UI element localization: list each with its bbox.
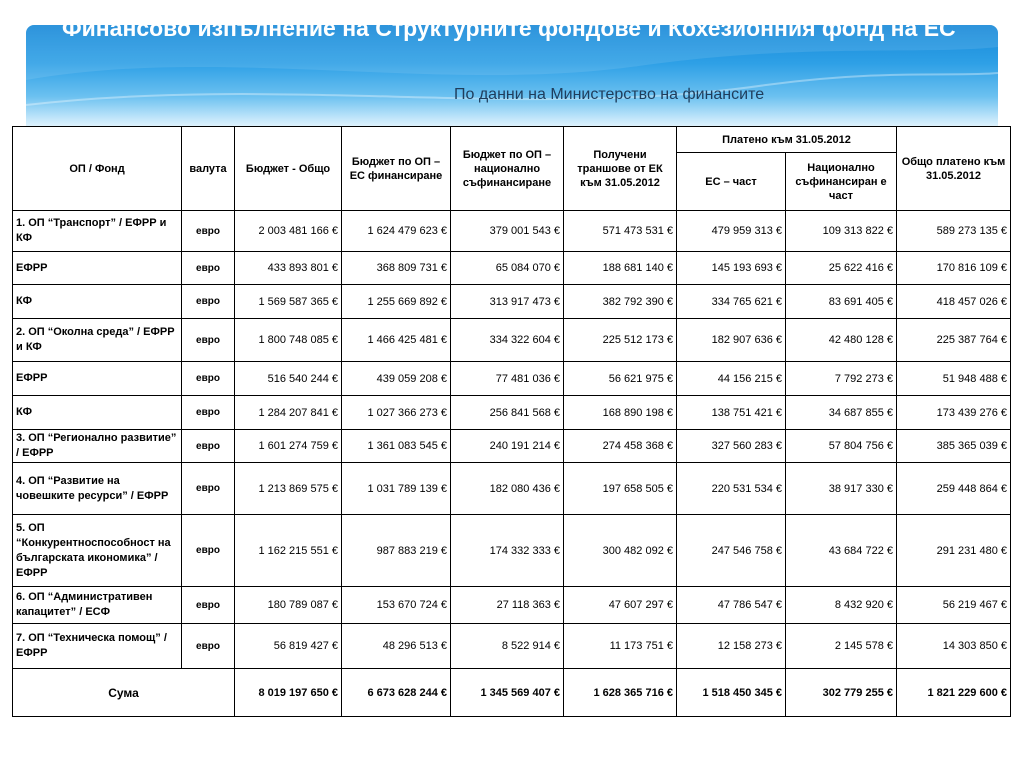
currency-cell: евро [182,362,235,396]
page-title: Финансово изпълнение на Структурните фондове и Кохезионния фонд на ЕС [62,15,956,41]
value-cell: 182 907 636 € [677,319,786,362]
total-value-cell: 1 821 229 600 € [897,669,1011,717]
value-cell: 48 296 513 € [342,624,451,669]
value-cell: 571 473 531 € [564,211,677,252]
value-cell: 44 156 215 € [677,362,786,396]
value-cell: 1 361 083 545 € [342,430,451,463]
value-cell: 516 540 244 € [235,362,342,396]
financial-table [12,126,1011,717]
fund-name-cell: ЕФРР [13,362,182,396]
value-cell: 247 546 758 € [677,515,786,587]
value-cell: 47 607 297 € [564,587,677,624]
page-subtitle: По данни на Министерство на финансите [454,86,765,103]
value-cell: 1 466 425 481 € [342,319,451,362]
total-row [13,669,1011,717]
value-cell: 27 118 363 € [451,587,564,624]
table-row [13,396,1011,430]
value-cell: 197 658 505 € [564,463,677,515]
currency-cell: евро [182,396,235,430]
value-cell: 379 001 543 € [451,211,564,252]
value-cell: 153 670 724 € [342,587,451,624]
value-cell: 225 387 764 € [897,319,1011,362]
column-header-budget-eu: Бюджет по ОП – ЕС финансиране [342,127,451,211]
fund-name-cell: ЕФРР [13,252,182,285]
fund-name-cell: КФ [13,396,182,430]
column-header-currency: валута [182,127,235,211]
value-cell: 1 162 215 551 € [235,515,342,587]
value-cell: 385 365 039 € [897,430,1011,463]
value-cell: 47 786 547 € [677,587,786,624]
value-cell: 1 800 748 085 € [235,319,342,362]
value-cell: 51 948 488 € [897,362,1011,396]
currency-cell: евро [182,211,235,252]
value-cell: 43 684 722 € [786,515,897,587]
value-cell: 2 003 481 166 € [235,211,342,252]
value-cell: 291 231 480 € [897,515,1011,587]
currency-cell: евро [182,515,235,587]
table-row [13,624,1011,669]
value-cell: 25 622 416 € [786,252,897,285]
value-cell: 38 917 330 € [786,463,897,515]
value-cell: 1 027 366 273 € [342,396,451,430]
value-cell: 1 213 869 575 € [235,463,342,515]
value-cell: 8 432 920 € [786,587,897,624]
value-cell: 259 448 864 € [897,463,1011,515]
fund-name-cell: 4. ОП “Развитие на човешките ресурси” / ЕФРР [13,463,182,515]
column-header-budget-national: Бюджет по ОП – национално съфинансиране [451,127,564,211]
value-cell: 220 531 534 € [677,463,786,515]
value-cell: 12 158 273 € [677,624,786,669]
value-cell: 14 303 850 € [897,624,1011,669]
value-cell: 56 819 427 € [235,624,342,669]
currency-cell: евро [182,319,235,362]
value-cell: 188 681 140 € [564,252,677,285]
fund-name-cell: 3. ОП “Регионално развитие” / ЕФРР [13,430,182,463]
column-header-budget-total: Бюджет - Общо [235,127,342,211]
value-cell: 173 439 276 € [897,396,1011,430]
column-header-paid-group: Платено към 31.05.2012 [677,127,897,153]
value-cell: 1 624 479 623 € [342,211,451,252]
value-cell: 274 458 368 € [564,430,677,463]
column-header-fund: ОП / Фонд [13,127,182,211]
currency-cell: евро [182,463,235,515]
value-cell: 56 621 975 € [564,362,677,396]
value-cell: 589 273 135 € [897,211,1011,252]
total-label: Сума [13,669,235,717]
total-value-cell: 1 628 365 716 € [564,669,677,717]
fund-name-cell: 6. ОП “Административен капацитет” / ЕСФ [13,587,182,624]
value-cell: 256 841 568 € [451,396,564,430]
table-row [13,252,1011,285]
value-cell: 1 569 587 365 € [235,285,342,319]
value-cell: 479 959 313 € [677,211,786,252]
currency-cell: евро [182,587,235,624]
column-header-total-paid: Общо платено към 31.05.2012 [897,127,1011,211]
value-cell: 145 193 693 € [677,252,786,285]
value-cell: 313 917 473 € [451,285,564,319]
value-cell: 225 512 173 € [564,319,677,362]
value-cell: 7 792 273 € [786,362,897,396]
value-cell: 42 480 128 € [786,319,897,362]
table-row [13,211,1011,252]
total-value-cell: 6 673 628 244 € [342,669,451,717]
table-row [13,430,1011,463]
value-cell: 83 691 405 € [786,285,897,319]
value-cell: 168 890 198 € [564,396,677,430]
currency-cell: евро [182,285,235,319]
value-cell: 8 522 914 € [451,624,564,669]
value-cell: 433 893 801 € [235,252,342,285]
value-cell: 327 560 283 € [677,430,786,463]
value-cell: 300 482 092 € [564,515,677,587]
value-cell: 1 255 669 892 € [342,285,451,319]
value-cell: 65 084 070 € [451,252,564,285]
value-cell: 2 145 578 € [786,624,897,669]
value-cell: 334 765 621 € [677,285,786,319]
value-cell: 382 792 390 € [564,285,677,319]
table-row [13,319,1011,362]
currency-cell: евро [182,252,235,285]
value-cell: 1 031 789 139 € [342,463,451,515]
value-cell: 368 809 731 € [342,252,451,285]
column-header-paid-eu: ЕС – част [677,153,786,211]
value-cell: 109 313 822 € [786,211,897,252]
value-cell: 77 481 036 € [451,362,564,396]
table-row [13,463,1011,515]
table-row [13,362,1011,396]
column-header-paid-national: Национално съфинансиран е част [786,153,897,211]
value-cell: 180 789 087 € [235,587,342,624]
value-cell: 174 332 333 € [451,515,564,587]
fund-name-cell: КФ [13,285,182,319]
value-cell: 34 687 855 € [786,396,897,430]
value-cell: 987 883 219 € [342,515,451,587]
currency-cell: евро [182,624,235,669]
fund-name-cell: 2. ОП “Околна среда” / ЕФРР и КФ [13,319,182,362]
value-cell: 170 816 109 € [897,252,1011,285]
total-value-cell: 302 779 255 € [786,669,897,717]
currency-cell: евро [182,430,235,463]
total-value-cell: 8 019 197 650 € [235,669,342,717]
column-header-received: Получени траншове от ЕК към 31.05.2012 [564,127,677,211]
total-value-cell: 1 518 450 345 € [677,669,786,717]
value-cell: 57 804 756 € [786,430,897,463]
value-cell: 138 751 421 € [677,396,786,430]
fund-name-cell: 5. ОП “Конкурентноспособност на българската икономика” / ЕФРР [13,515,182,587]
value-cell: 418 457 026 € [897,285,1011,319]
total-value-cell: 1 345 569 407 € [451,669,564,717]
value-cell: 56 219 467 € [897,587,1011,624]
table-row [13,285,1011,319]
table-row [13,587,1011,624]
value-cell: 1 284 207 841 € [235,396,342,430]
value-cell: 240 191 214 € [451,430,564,463]
table-row [13,515,1011,587]
value-cell: 182 080 436 € [451,463,564,515]
table-body [13,211,1011,717]
value-cell: 439 059 208 € [342,362,451,396]
fund-name-cell: 7. ОП “Техническа помощ” / ЕФРР [13,624,182,669]
value-cell: 1 601 274 759 € [235,430,342,463]
value-cell: 11 173 751 € [564,624,677,669]
fund-name-cell: 1. ОП “Транспорт” / ЕФРР и КФ [13,211,182,252]
value-cell: 334 322 604 € [451,319,564,362]
